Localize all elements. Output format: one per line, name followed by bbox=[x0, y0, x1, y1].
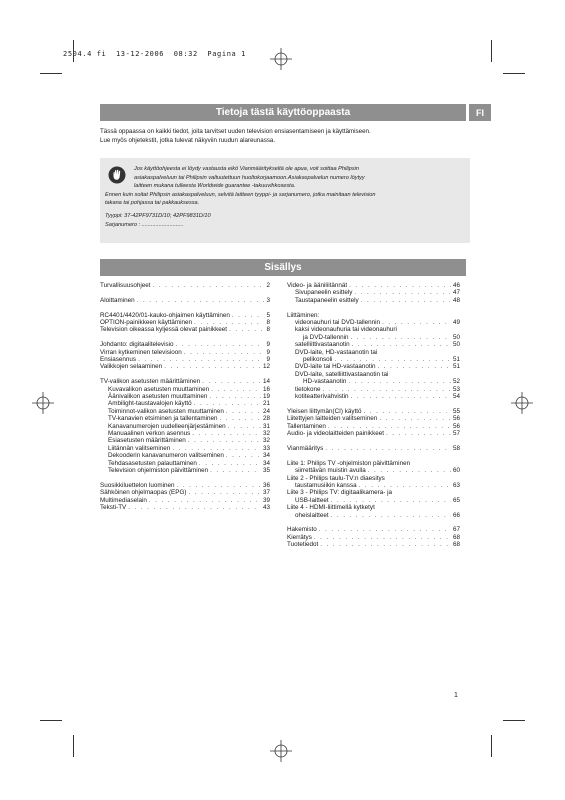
toc-entry-page: 60 bbox=[452, 467, 460, 475]
toc-entry bbox=[100, 326, 270, 333]
toc-entry bbox=[287, 475, 460, 482]
toc-entry bbox=[100, 297, 270, 304]
toc-leader-dots bbox=[177, 482, 261, 489]
toc-entry-page: 68 bbox=[452, 541, 460, 549]
toc-entry-page: 55 bbox=[452, 407, 460, 415]
toc-entry bbox=[287, 534, 460, 541]
toc-entry-title: Suosikkiluettelon luominen bbox=[100, 481, 175, 489]
toc-entry-title: TV-kanavien etsiminen ja tallentaminen bbox=[108, 415, 218, 423]
type-number: Tyyppi: 37-42PF9731D/10; 42PF9831D/10 bbox=[105, 212, 211, 219]
toc-entry-page: 37 bbox=[262, 489, 270, 497]
toc-entry bbox=[100, 400, 270, 407]
registration-mark-icon bbox=[270, 48, 292, 70]
toc-leader-dots bbox=[199, 460, 261, 467]
language-tab bbox=[469, 104, 491, 121]
toc-leader-dots bbox=[331, 497, 451, 504]
toc-entry bbox=[287, 445, 460, 452]
toc-leader-dots bbox=[328, 423, 451, 430]
toc-entry bbox=[287, 363, 460, 370]
section-banner-contents bbox=[100, 259, 466, 276]
crop-mark bbox=[491, 40, 492, 62]
toc-entry bbox=[100, 363, 270, 370]
toc-entry-title: Tuotetiedot bbox=[287, 541, 319, 549]
toc-leader-dots bbox=[232, 312, 265, 319]
toc-entry-page: 16 bbox=[262, 385, 270, 393]
toc-entry bbox=[100, 423, 270, 430]
toc-entry-title: Television ohjelmiston päivittäminen bbox=[108, 467, 209, 475]
toc-entry bbox=[287, 482, 460, 489]
toc-leader-dots bbox=[368, 467, 451, 474]
toc-entry-title: Vianmääritys bbox=[287, 444, 324, 452]
toc-entry bbox=[287, 326, 460, 333]
toc-entry-title: DVD-laite, HD-vastaanotin tai bbox=[295, 348, 378, 356]
toc-entry-title: Kierrätys bbox=[287, 533, 312, 541]
toc-entry-page: 51 bbox=[452, 356, 460, 364]
toc-entry-title: Liite 1: Philips TV -ohjelmiston päivittäminen bbox=[287, 459, 411, 467]
toc-entry-title: Television oikeassa kyljessä olevat painikkeet bbox=[100, 326, 228, 334]
toc-entry bbox=[287, 297, 460, 304]
toc-entry-page: 46 bbox=[452, 282, 460, 289]
toc-entry-page: 54 bbox=[452, 393, 460, 401]
toc-entry bbox=[287, 312, 460, 319]
toc-leader-dots bbox=[194, 319, 264, 326]
toc-entry bbox=[287, 467, 460, 474]
toc-entry bbox=[100, 437, 270, 444]
toc-entry-title: Sivupaneelin esittely bbox=[295, 289, 353, 297]
toc-entry bbox=[100, 504, 270, 511]
toc-entry-page: 36 bbox=[262, 481, 270, 489]
toc-entry bbox=[100, 319, 270, 326]
toc-entry bbox=[287, 489, 460, 496]
toc-entry bbox=[100, 460, 270, 467]
toc-entry-page: 50 bbox=[452, 333, 460, 341]
toc-entry-title: Manuaalinen verkon asennus bbox=[108, 430, 191, 438]
toc-entry-title: tietokone bbox=[295, 385, 321, 393]
toc-entry-page: 19 bbox=[262, 393, 270, 401]
toc-entry bbox=[287, 356, 460, 363]
toc-leader-dots bbox=[192, 430, 261, 437]
toc-entry-title: Taustapaneelin esittely bbox=[295, 296, 359, 304]
crop-mark bbox=[503, 73, 525, 74]
toc-leader-dots bbox=[149, 497, 261, 504]
toc-entry-title: Äänivalikon asetusten muuttaminen bbox=[108, 393, 208, 401]
toc-entry-title: Liite 2 - Philips taulu-TV:n diaesitys bbox=[287, 474, 385, 482]
print-job-header: 2504.4 fi 13-12-2006 08:32 Pagina 1 bbox=[63, 50, 246, 58]
toc-entry bbox=[287, 282, 460, 289]
toc-entry bbox=[287, 378, 460, 385]
toc-entry-title: Multimediaselain bbox=[100, 496, 147, 504]
toc-entry bbox=[100, 393, 270, 400]
toc-entry-title: Hakemisto bbox=[287, 526, 317, 534]
toc-entry bbox=[100, 415, 270, 422]
toc-leader-dots bbox=[319, 526, 451, 533]
toc-entry-page: 57 bbox=[452, 430, 460, 438]
toc-entry bbox=[287, 334, 460, 341]
toc-leader-dots bbox=[378, 363, 451, 370]
toc-entry-title: oheislaitteet bbox=[295, 511, 329, 519]
toc-leader-dots bbox=[352, 341, 451, 348]
toc-entry-page: 8 bbox=[266, 326, 270, 334]
toc-entry-title: Audio- ja videolaitteiden painikkeet bbox=[287, 430, 384, 438]
toc-entry bbox=[287, 393, 460, 400]
toc-entry-title: Kuvavalikon asetusten muuttaminen bbox=[108, 385, 210, 393]
toc-leader-dots bbox=[188, 489, 261, 496]
toc-entry-page: 63 bbox=[452, 481, 460, 489]
toc-leader-dots bbox=[379, 415, 451, 422]
toc-entry bbox=[287, 497, 460, 504]
section-title: Tietoja tästä käyttöoppaasta bbox=[215, 107, 351, 118]
crop-mark bbox=[491, 735, 492, 757]
toc-leader-dots bbox=[361, 297, 451, 304]
toc-entry-page: 43 bbox=[262, 504, 270, 512]
toc-entry bbox=[287, 526, 460, 533]
serial-number: Sarjanumero : ........................... bbox=[105, 221, 184, 228]
toc-entry-title: kotiteatterivahvistin bbox=[295, 393, 349, 401]
toc-entry-title: DVD-laite tai HD-vastaanotin bbox=[295, 363, 376, 371]
registration-mark-icon bbox=[270, 740, 292, 762]
toc-entry-page: 35 bbox=[262, 467, 270, 475]
toc-entry-page: 12 bbox=[262, 363, 270, 371]
toc-entry-title: USB-laitteet bbox=[295, 496, 329, 504]
toc-leader-dots bbox=[334, 356, 451, 363]
toc-entry bbox=[287, 341, 460, 348]
toc-entry-title: ja DVD-tallennin bbox=[303, 333, 349, 341]
toc-leader-dots bbox=[354, 289, 451, 296]
toc-entry-page: 31 bbox=[262, 422, 270, 430]
toc-leader-dots bbox=[226, 452, 261, 459]
toc-entry-title: Tallentaminen bbox=[287, 422, 326, 430]
toc-entry-page: 53 bbox=[452, 385, 460, 393]
toc-entry-page: 9 bbox=[266, 341, 270, 349]
toc-leader-dots bbox=[164, 363, 261, 370]
toc-leader-dots bbox=[184, 349, 265, 356]
toc-entry bbox=[287, 349, 460, 356]
toc-entry-title: Liitettyjen laitteiden valitseminen bbox=[287, 415, 378, 423]
toc-entry-page: 65 bbox=[452, 496, 460, 504]
info-hand-icon bbox=[108, 166, 126, 184]
toc-entry bbox=[100, 489, 270, 496]
crop-mark bbox=[40, 73, 62, 74]
toc-entry bbox=[100, 408, 270, 415]
crop-mark bbox=[40, 720, 62, 721]
toc-leader-dots bbox=[323, 386, 451, 393]
toc-entry-title: taustamusiikin kanssa bbox=[295, 481, 357, 489]
toc-entry-title: Teksti-TV bbox=[100, 504, 127, 512]
toc-entry-page: 68 bbox=[452, 533, 460, 541]
toc-entry-title: Toiminnot-valikon asetusten muuttaminen bbox=[108, 407, 224, 415]
toc-leader-dots bbox=[351, 393, 451, 400]
toc-leader-dots bbox=[320, 541, 451, 548]
registration-mark-icon bbox=[32, 392, 54, 414]
toc-entry bbox=[100, 341, 270, 348]
toc-leader-dots bbox=[325, 445, 451, 452]
toc-leader-dots bbox=[211, 386, 261, 393]
toc-entry-title: Turvallisuusohjeet bbox=[100, 282, 151, 289]
toc-leader-dots bbox=[226, 408, 261, 415]
toc-entry-title: RC4401/4420/01-kauko-ohjaimen käyttäminen bbox=[100, 311, 230, 319]
toc-entry-title: Tehdasasetusten palauttaminen bbox=[108, 459, 197, 467]
toc-entry-page: 48 bbox=[452, 296, 460, 304]
toc-entry-title: Aloittaminen bbox=[100, 296, 135, 304]
toc-entry-page: 66 bbox=[452, 511, 460, 519]
toc-entry bbox=[287, 430, 460, 437]
toc-entry-title: Video- ja ääniliitännät bbox=[287, 282, 348, 289]
registration-mark-icon bbox=[511, 392, 533, 414]
info-box bbox=[100, 158, 470, 243]
toc-leader-dots bbox=[194, 400, 261, 407]
toc-entry-page: 33 bbox=[262, 444, 270, 452]
intro-line: Tässä oppaassa on kaikki tiedot, joita tarvitset uuden television ensiasentamiseen ja käyttämiseen. bbox=[100, 128, 371, 135]
toc-leader-dots bbox=[172, 445, 261, 452]
toc-leader-dots bbox=[229, 326, 264, 333]
toc-entry-page: 56 bbox=[452, 422, 460, 430]
info-line: Ennen kuin soitat Philipsin asiakaspalveluun, selvitä laitteen tyyppi- ja sarjanumero, jotka mainitaan television bbox=[105, 191, 376, 198]
toc-leader-dots bbox=[188, 437, 261, 444]
toc-leader-dots bbox=[314, 534, 451, 541]
toc-entry-page: 5 bbox=[266, 311, 270, 319]
toc-leader-dots bbox=[210, 467, 261, 474]
toc-entry-title: Kanavanumerojen uudelleenjärjestäminen bbox=[108, 422, 226, 430]
toc-leader-dots bbox=[153, 282, 265, 289]
toc-entry-page: 28 bbox=[262, 415, 270, 423]
toc-entry-title: DVD-laite, satelliittivastaanotin tai bbox=[295, 370, 389, 378]
toc-entry bbox=[100, 356, 270, 363]
toc-entry-page: 3 bbox=[266, 296, 270, 304]
toc-entry bbox=[287, 423, 460, 430]
toc-right-column bbox=[287, 282, 460, 549]
toc-entry-page: 24 bbox=[262, 407, 270, 415]
intro-paragraph bbox=[100, 128, 470, 145]
toc-entry-title: HD-vastaanotin bbox=[303, 378, 347, 386]
toc-entry-page: 9 bbox=[266, 356, 270, 364]
toc-entry-page: 8 bbox=[266, 319, 270, 326]
toc-entry bbox=[287, 541, 460, 548]
toc-entry bbox=[100, 386, 270, 393]
toc-entry-title: satelliittivastaanotin bbox=[295, 341, 350, 349]
toc-entry-page: 51 bbox=[452, 363, 460, 371]
toc-entry bbox=[100, 312, 270, 319]
crop-mark bbox=[73, 735, 74, 757]
info-line: takana tai pohjassa tai pakkauksessa. bbox=[105, 200, 200, 207]
toc-entry-page: 34 bbox=[262, 452, 270, 460]
info-line: asiakaspalveluun tai Philipsin valtuutettuun huoltokorjaamoon.Asiakaspalvelun numero löytyy bbox=[134, 174, 365, 181]
crop-mark bbox=[73, 40, 74, 62]
toc-entry bbox=[100, 378, 270, 385]
toc-leader-dots bbox=[348, 378, 451, 385]
toc-entry-page: 49 bbox=[452, 319, 460, 327]
page-number: 1 bbox=[454, 692, 458, 699]
toc-entry bbox=[287, 408, 460, 415]
toc-entry-title: Valikkojen selaaminen bbox=[100, 363, 163, 371]
toc-entry bbox=[100, 452, 270, 459]
toc-left-column bbox=[100, 282, 270, 512]
crop-mark bbox=[503, 720, 525, 721]
toc-leader-dots bbox=[137, 297, 265, 304]
language-label: FI bbox=[476, 107, 484, 118]
toc-leader-dots bbox=[351, 334, 451, 341]
toc-entry-page: 9 bbox=[266, 348, 270, 356]
intro-line: Lue myös ohjetekstit, jotka tulevat näkyviin ruudun alareunassa. bbox=[100, 136, 276, 144]
toc-entry-title: Esiasetusten määrittäminen bbox=[108, 437, 186, 445]
toc-entry-title: pelikonsoli bbox=[303, 356, 333, 364]
toc-entry-title: Liite 3 - Philips TV: digitaalikamera- ja bbox=[287, 489, 392, 497]
toc-entry-title: Ambilight-taustavalojen käyttö bbox=[108, 400, 192, 408]
toc-entry-page: 67 bbox=[452, 526, 460, 534]
toc-entry-page: 32 bbox=[262, 430, 270, 438]
toc-entry bbox=[100, 482, 270, 489]
toc-entry bbox=[287, 504, 460, 511]
toc-entry bbox=[287, 512, 460, 519]
toc-leader-dots bbox=[382, 319, 451, 326]
toc-entry bbox=[100, 282, 270, 289]
toc-entry-title: videonauhuri tai DVD-tallennin bbox=[295, 319, 381, 327]
toc-leader-dots bbox=[209, 393, 261, 400]
toc-leader-dots bbox=[359, 482, 451, 489]
toc-entry-page: 34 bbox=[262, 459, 270, 467]
info-line: Jos käyttöohjeesta ei löydy vastausta eikö Vianmääritykseltä ole apua, voit soittaa Philipsin bbox=[134, 166, 360, 172]
section-title: Sisällys bbox=[264, 262, 302, 273]
info-text bbox=[105, 165, 466, 229]
toc-entry-title: TV-valikon asetusten määrittäminen bbox=[100, 378, 201, 386]
toc-entry-title: OPTION-painikkeen käyttäminen bbox=[100, 319, 193, 326]
toc-entry bbox=[100, 445, 270, 452]
toc-leader-dots bbox=[364, 408, 451, 415]
toc-entry-title: Liite 4 - HDMI-liittimellä kytketyt bbox=[287, 504, 375, 512]
toc-entry-title: kaksi videonauhuria tai videonauhuri bbox=[295, 326, 397, 334]
toc-leader-dots bbox=[331, 512, 451, 519]
toc-entry-title: Sähköinen ohjelmaopas (EPG) bbox=[100, 489, 187, 497]
toc-entry-page: 21 bbox=[262, 400, 270, 408]
toc-entry-page: 2 bbox=[266, 282, 270, 289]
toc-entry-title: Yleisen liittymän(CI) käyttö bbox=[287, 407, 362, 415]
toc-entry bbox=[100, 349, 270, 356]
info-line: laitteen mukana tulleesta Worldwide guarantee -takuuvihkosesta. bbox=[134, 183, 296, 190]
toc-entry bbox=[100, 430, 270, 437]
toc-leader-dots bbox=[176, 341, 265, 348]
toc-entry-title: Ensiasennus bbox=[100, 356, 137, 364]
toc-entry-page: 52 bbox=[452, 378, 460, 386]
toc-entry bbox=[100, 497, 270, 504]
toc-entry bbox=[287, 289, 460, 296]
toc-entry bbox=[287, 319, 460, 326]
toc-entry-page: 47 bbox=[452, 289, 460, 297]
toc-entry-title: siirrettävän muistin avulla bbox=[295, 467, 366, 475]
toc-entry bbox=[100, 467, 270, 474]
section-banner-about bbox=[100, 104, 466, 121]
toc-leader-dots bbox=[349, 282, 451, 289]
toc-entry-page: 56 bbox=[452, 415, 460, 423]
toc-entry-page: 32 bbox=[262, 437, 270, 445]
toc-entry-title: Liittäminen: bbox=[287, 311, 320, 319]
toc-entry-title: Dekooderin kanavanumeron valitseminen bbox=[108, 452, 224, 460]
toc-entry-title: Liitännän valitseminen bbox=[108, 444, 171, 452]
toc-entry-title: Johdanto: digitaalitelevisio bbox=[100, 341, 174, 349]
toc-leader-dots bbox=[202, 378, 261, 385]
toc-entry bbox=[287, 460, 460, 467]
toc-entry bbox=[287, 386, 460, 393]
toc-leader-dots bbox=[228, 423, 261, 430]
toc-leader-dots bbox=[220, 415, 261, 422]
toc-leader-dots bbox=[386, 430, 451, 437]
toc-leader-dots bbox=[128, 504, 261, 511]
toc-entry-title: Virran kytkeminen televisioon bbox=[100, 348, 182, 356]
toc-entry-page: 58 bbox=[452, 444, 460, 452]
toc-entry-page: 39 bbox=[262, 496, 270, 504]
toc-entry bbox=[287, 371, 460, 378]
toc-entry-page: 14 bbox=[262, 378, 270, 386]
toc-entry-page: 50 bbox=[452, 341, 460, 349]
toc-leader-dots bbox=[138, 356, 264, 363]
toc-entry bbox=[287, 415, 460, 422]
